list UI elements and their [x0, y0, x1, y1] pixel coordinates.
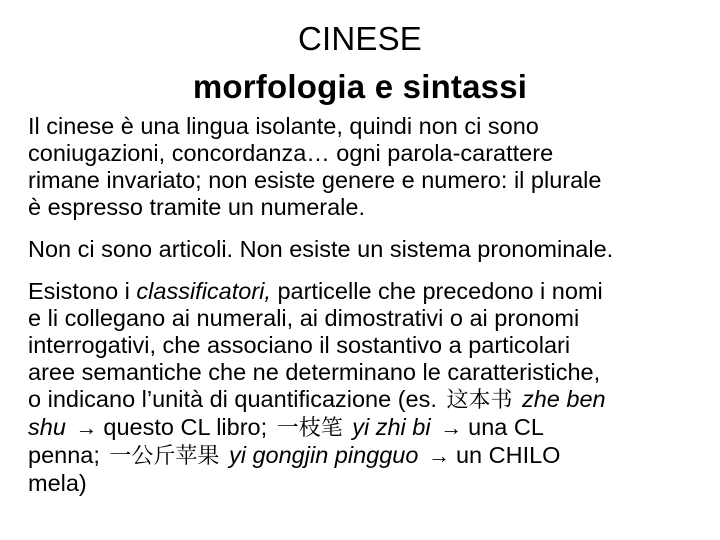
chinese-example-apple: 一公斤苹果	[109, 444, 220, 469]
pinyin-example: zhe ben	[521, 386, 606, 412]
text-line: è espresso tramite un numerale.	[28, 194, 365, 220]
gloss: penna;	[28, 442, 100, 468]
slide-title: CINESE	[297, 20, 423, 57]
text-line: interrogativi, che associano il sostantivo a particolari	[28, 332, 571, 358]
pinyin-example: yi zhi bi	[352, 414, 431, 440]
text-line: rimane invariato; non esiste genere e numero: il plurale	[28, 167, 602, 193]
text-line: coniugazioni, concordanza… ogni parola-carattere	[28, 140, 554, 166]
text-line	[28, 414, 718, 442]
text-run: Esistono i	[28, 278, 137, 304]
text-line	[28, 442, 718, 470]
slide-subtitle: morfologia e sintassi	[192, 68, 528, 105]
arrow-right-icon: →	[440, 415, 463, 440]
gloss: una CL	[468, 414, 544, 440]
pinyin-example: yi gongjin pingguo	[228, 442, 419, 468]
text-line: mela)	[28, 470, 87, 496]
text-line: Non ci sono articoli. Non esiste un sistema pronominale.	[28, 236, 614, 262]
text-line: e li collegano ai numerali, ai dimostrativi o ai pronomi	[28, 305, 580, 331]
text-line: Il cinese è una lingua isolante, quindi non ci sono	[28, 113, 539, 139]
paragraph-spacer	[28, 263, 718, 278]
gloss: questo CL libro;	[103, 414, 268, 440]
paragraph-isolating-language	[28, 113, 718, 221]
text-line: aree semantiche che ne determinano le caratteristiche,	[28, 359, 601, 385]
pinyin-example: shu	[28, 414, 66, 440]
chinese-example-pen: 一枝笔	[276, 416, 343, 441]
paragraph-classifiers	[28, 278, 718, 497]
gloss: un CHILO	[455, 442, 561, 468]
arrow-right-icon: →	[75, 415, 98, 440]
text-line	[28, 278, 718, 305]
paragraph-spacer	[28, 221, 718, 236]
term-classificatori: classificatori,	[136, 278, 271, 304]
arrow-right-icon: →	[427, 443, 450, 468]
paragraph-articles	[28, 236, 718, 263]
text-run: o indicano l’unità di quantificazione (es.	[28, 386, 444, 412]
text-run: particelle che precedono i nomi	[270, 278, 603, 304]
text-line	[28, 386, 718, 414]
slide-body	[28, 113, 718, 497]
chinese-example-book: 这本书	[446, 388, 513, 413]
